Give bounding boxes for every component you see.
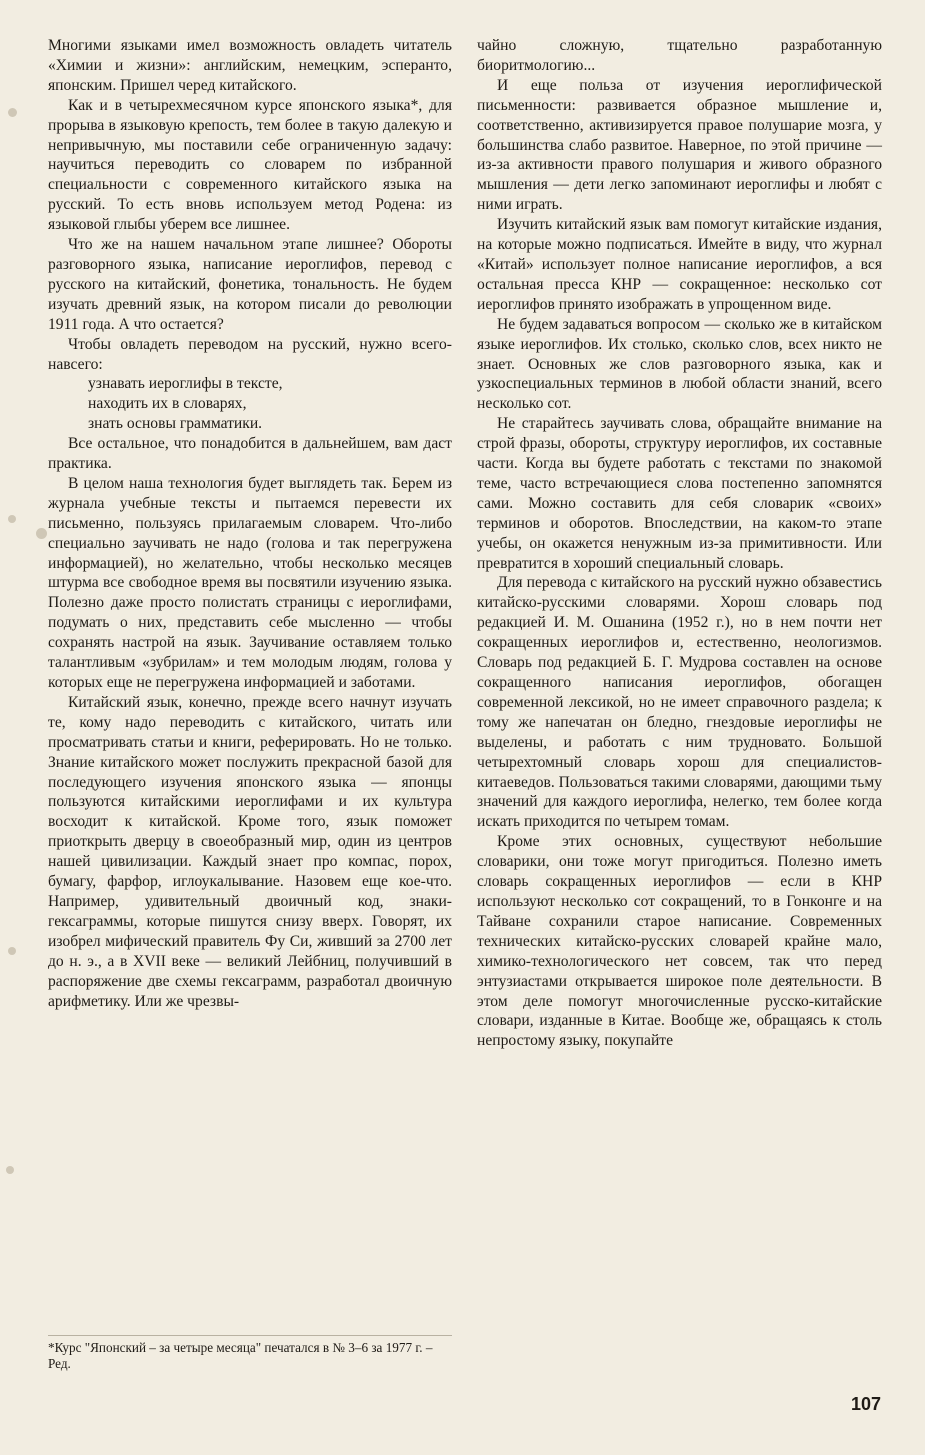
footnote: *Курс "Японский – за четыре месяца" печатался в № 3–6 за 1977 г. – Ред. xyxy=(48,1335,452,1372)
list-item: узнавать иероглифы в тексте, xyxy=(88,375,283,393)
paragraph: В целом наша технология будет выглядеть так. Берем из журнала учебные тексты и пытаемся перевести их письменно, пользуясь прилагаемым словарем. Что-либо специально заучивать не надо (голова и так перегружена информацией), но желательно, чтобы несколько месяцев штурма все свободное время вы посвятили изучению языка. Полезно даже просто полистать страницы с иероглифами, подумать о них, представить себе мысленно — чтобы сохранять настрой на язык. Заучивание оставляем только талантливым «зубрилам» и тем молодым людям, голова у которых еще не перегружена информацией и заботами. xyxy=(48,474,452,691)
paper-speck xyxy=(8,515,16,523)
paragraph: И еще польза от изучения иероглифической письменности: развивается образное мышление и, соответственно, активизируется правое полушарие мозга, у большинства слабо развитое. Наверное, по этой причине — из-за активности правого полушария и живого образного мышления — дети легко запоминают иероглифы и любят с ними играть. xyxy=(477,76,882,214)
paragraph: Как и в четырехмесячном курсе японского языка*, для прорыва в языковую крепость, тем более в такую далекую и непривычную, мы поставили себе ограниченную задачу: научиться переводить со словарем по избранной специальности с современного китайского языка на русский. То есть вновь используем метод Родена: из языковой глыбы уберем все лишнее. xyxy=(48,96,452,234)
paragraph: Для перевода с китайского на русский нужно обзавестись китайско-русскими словарями. Хорош словарь под редакцией И. М. Ошанина (1952 г.), но в нем почти нет сокращенных иероглифов и, естественно, неологизмов. Словарь под редакцией Б. Г. Мудрова составлен на основе сокращенного написания иероглифов, обогащен современной лексикой, но не имеет справочного раздела; к тому же напечатан он бледно, гнездовые иероглифы не выделены, и работать с ним трудновато. Большой четырехтомный словарь хорош для специалистов-китаеведов. Пользоваться такими словарями, дающими тьму значений для каждого иероглифа, нелегко, тем более когда искать приходится по четырем томам. xyxy=(477,574,882,831)
paragraph: Многими языками имел возможность овладеть читатель «Химии и жизни»: английским, немецким, эсперанто, японским. Пришел черед китайского. xyxy=(48,37,452,94)
paper-speck xyxy=(8,947,16,955)
paragraph: Чтобы овладеть переводом на русский, нужно всего-навсего: xyxy=(48,335,452,373)
paragraph: Все остальное, что понадобится в дальнейшем, вам даст практика. xyxy=(48,435,452,473)
paper-speck xyxy=(8,108,17,117)
paper-speck xyxy=(6,1166,14,1174)
page-number: 107 xyxy=(850,1394,881,1414)
paragraph: Китайский язык, конечно, прежде всего начнут изучать те, кому надо переводить с китайского, читать или просматривать статьи и книги, реферировать. Но не только. Знание китайского может послужить прекрасной базой для последующего изучения японского языка — японцы пользуются китайскими иероглифами и их культура восходит к китайской. Кроме того, язык поможет приоткрыть дверцу в своеобразный мир, один из центров нашей цивилизации. Каждый знает про компас, порох, бумагу, фарфор, иглоукалывание. Назовем еще кое-что. Например, удивительный двоичный код, знаки-гексаграммы, которые пишутся снизу вверх. Говорят, их изобрел мифический правитель Фу Си, живший за 2700 лет до н. э., а в XVII веке — великий Лейбниц, получивший в распоряжение две схемы гексаграмм, разработал двоичную арифметику. Или же чрезвы- xyxy=(48,693,452,1010)
list-item: находить их в словарях, xyxy=(88,395,247,413)
article-left-column xyxy=(48,36,452,1011)
list-item: знать основы грамматики. xyxy=(88,415,263,433)
paper-speck xyxy=(36,528,47,539)
paragraph: Что же на нашем начальном этапе лишнее? Обороты разговорного языка, написание иероглифов, перевод с русского на китайский, фонетика, тональность. Не будем изучать древний язык, на котором писали до революции 1911 года. А что остается? xyxy=(48,236,452,333)
paragraph: Изучить китайский язык вам помогут китайские издания, на которые можно подписаться. Имейте в виду, что журнал «Китай» использует полное написание иероглифов, а вся остальная пресса КНР — сокращенное: несколько сот иероглифов принято изображать в упрощенном виде. xyxy=(477,216,882,313)
paragraph: Не старайтесь заучивать слова, обращайте внимание на строй фразы, обороты, структуру иероглифов, их составные части. Когда вы будете работать с текстами по знакомой теме, часто встречающиеся слова постепенно запомнятся сами. Можно составить для себя словарик «своих» терминов и оборотов. Впоследствии, на каком-то этапе учебы, он окажется ненужным из-за примитивности. Или превратится в хороший специальный словарь. xyxy=(477,415,882,572)
article-right-column xyxy=(477,36,882,1051)
paragraph: чайно сложную, тщательно разработанную биоритмологию... xyxy=(477,37,882,74)
paragraph: Кроме этих основных, существуют небольшие словарики, они тоже могут пригодиться. Полезно иметь словарь сокращенных иероглифов — если в КНР используют несколько сот сокращений, то в Гонконге и на Тайване сохранили старое написание. Современных технических китайско-русских словарей крайне мало, химико-технологического нет совсем, так что перед энтузиастами открывается широкое поле деятельности. В этом деле помогут многочисленные русско-китайские словари, изданные в Китае. Вообще же, обращаясь к столь непростому языку, покупайте xyxy=(477,833,882,1050)
paragraph: Не будем задаваться вопросом — сколько же в китайском языке иероглифов. Их столько, сколько слов, всех никто не знает. Основных же слов разговорного языка, как и узкоспециальных терминов в любой области знаний, всего несколько сот. xyxy=(477,315,882,413)
